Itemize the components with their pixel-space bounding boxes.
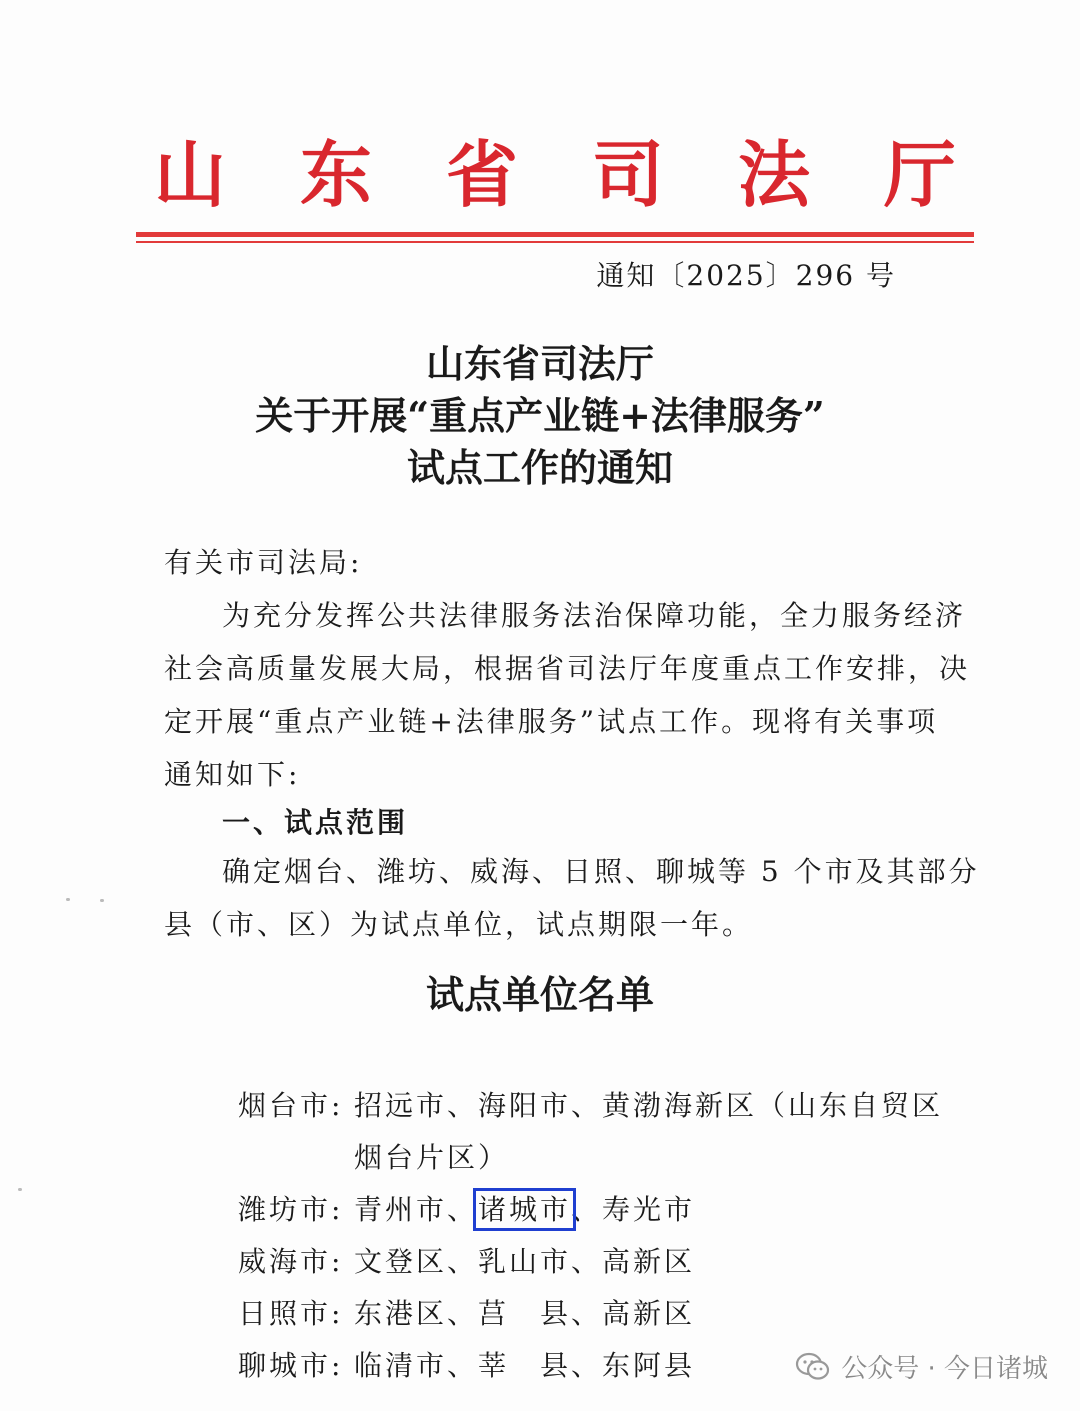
scan-speck (66, 898, 70, 901)
letterhead-char: 法 (737, 132, 810, 217)
watermark-text: 公众号 · 今日诸城 (841, 1354, 1048, 1384)
body-line: 为充分发挥公共法律服务法治保障功能，全力服务经济 (222, 599, 967, 632)
unit-list: 临清市、莘 县、东阿县 (354, 1349, 696, 1382)
letterhead-char: 山 (154, 132, 227, 217)
list-item (238, 1084, 943, 1124)
letterhead-rule-thick (136, 232, 974, 237)
unit-list: 、寿光市 (571, 1193, 696, 1226)
list-item (238, 1240, 695, 1280)
city-label: 潍坊市: (238, 1193, 344, 1226)
scan-speck (18, 1188, 22, 1191)
list-item (238, 1292, 695, 1332)
list-item-continued: 烟台片区） (354, 1141, 510, 1174)
list-item (238, 1188, 695, 1228)
city-label: 烟台市: (238, 1089, 344, 1122)
letterhead-char: 东 (299, 132, 372, 217)
list-title: 试点单位名单 (425, 972, 654, 1017)
scan-speck (100, 899, 104, 902)
wechat-icon (795, 1352, 831, 1382)
title-line-3: 试点工作的通知 (406, 445, 673, 490)
city-label: 聊城市: (238, 1349, 344, 1382)
body-line: 通知如下: (164, 758, 301, 791)
body-line: 定开展“重点产业链+法律服务”试点工作。现将有关事项 (164, 705, 939, 738)
list-item (238, 1344, 695, 1384)
unit-list: 东港区、莒 县、高新区 (354, 1297, 696, 1330)
letterhead-char: 省 (445, 132, 518, 217)
unit-list: 文登区、乳山市、高新区 (354, 1245, 696, 1278)
title-line-1: 山东省司法厅 (425, 341, 654, 386)
letterhead-char: 厅 (883, 132, 956, 217)
salutation: 有关市司法局: (164, 546, 363, 579)
letterhead-char: 司 (591, 132, 664, 217)
body-line: 社会高质量发展大局，根据省司法厅年度重点工作安排，决 (164, 652, 971, 685)
body-line: 县（市、区）为试点单位，试点期限一年。 (164, 908, 754, 941)
section-heading: 一、试点范围 (222, 806, 409, 839)
unit-list: 招远市、海阳市、黄渤海新区（山东自贸区 (354, 1089, 944, 1122)
city-label: 威海市: (238, 1245, 344, 1278)
body-line: 确定烟台、潍坊、威海、日照、聊城等 5 个市及其部分 (222, 855, 980, 888)
highlighted-unit: 诸城市 (478, 1193, 572, 1226)
document-number: 通知〔2025〕296 号 (596, 259, 896, 292)
title-line-2: 关于开展“重点产业链+法律服务” (255, 393, 825, 438)
city-label: 日照市: (238, 1297, 344, 1330)
watermark (795, 1348, 1048, 1385)
unit-list: 青州市、 (354, 1193, 479, 1226)
letterhead-rule-thin (136, 241, 974, 243)
letterhead (140, 130, 970, 220)
